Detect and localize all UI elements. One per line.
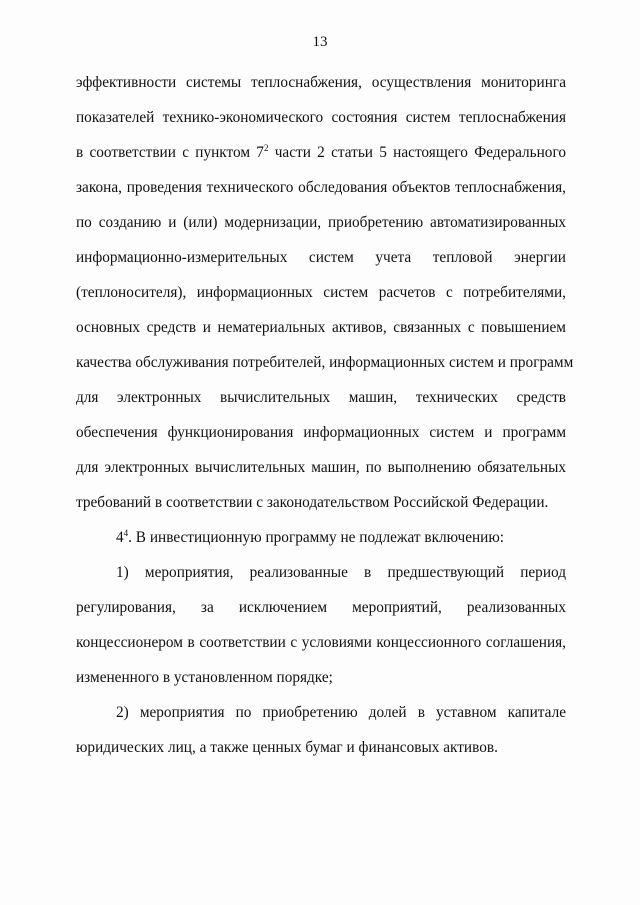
text-line: регулирования, за исключением мероприятий, реализованных bbox=[76, 599, 566, 616]
text-line bbox=[76, 143, 566, 163]
text-line: информационно-измерительных систем учета тепловой энергии bbox=[76, 249, 566, 266]
text-fragment: в соответствии с пунктом 7 bbox=[76, 144, 264, 161]
text-line: закона, проведения технического обследования объектов теплоснабжения, bbox=[76, 179, 566, 196]
text-line: (теплоносителя), информационных систем расчетов с потребителями, bbox=[76, 284, 566, 301]
superscript: 2 bbox=[263, 142, 269, 153]
section-number: 4 bbox=[116, 529, 124, 546]
text-line: 2) мероприятия по приобретению долей в уставном капитале bbox=[116, 704, 566, 721]
superscript: 4 bbox=[123, 527, 129, 538]
page-number: 13 bbox=[312, 34, 328, 50]
text-line: для электронных вычислительных машин, по выполнению обязательных bbox=[76, 459, 566, 476]
section-heading bbox=[116, 528, 566, 548]
text-fragment: части 2 статьи 5 настоящего Федерального bbox=[268, 144, 567, 161]
text-line: измененного в установленном порядке; bbox=[76, 669, 333, 686]
text-line: концессионером в соответствии с условиями концессионного соглашения, bbox=[76, 634, 566, 651]
text-line: обеспечения функционирования информационных систем и программ bbox=[76, 424, 566, 441]
text-line: показателей технико-экономического состояния систем теплоснабжения bbox=[76, 109, 566, 126]
text-line: требований в соответствии с законодательством Российской Федерации. bbox=[76, 494, 549, 511]
text-line: качества обслуживания потребителей, информационных систем и программ bbox=[76, 354, 574, 371]
text-line: основных средств и нематериальных активов, связанных с повышением bbox=[76, 319, 566, 336]
text-fragment: . В инвестиционную программу не подлежат включению: bbox=[128, 529, 505, 546]
text-line: 1) мероприятия, реализованные в предшествующий период bbox=[116, 564, 566, 581]
text-line: для электронных вычислительных машин, технических средств bbox=[76, 389, 566, 406]
text-line: юридических лиц, а также ценных бумаг и финансовых активов. bbox=[76, 739, 498, 756]
text-line: эффективности системы теплоснабжения, осуществления мониторинга bbox=[76, 74, 566, 91]
text-line: по созданию и (или) модернизации, приобретению автоматизированных bbox=[76, 214, 566, 231]
